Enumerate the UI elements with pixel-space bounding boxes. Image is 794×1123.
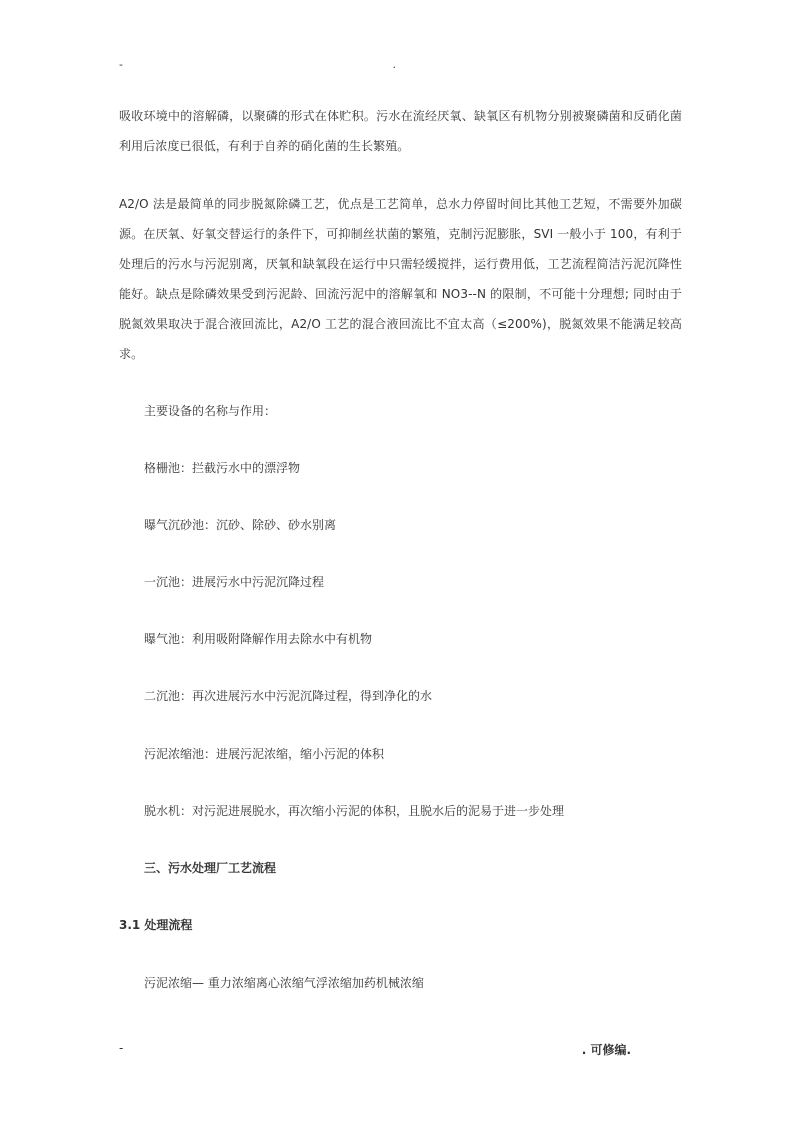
equipment-intro: 主要设备的名称与作用： xyxy=(144,404,277,418)
equipment-item: 脱水机：对污泥进展脱水，再次缩小污泥的体积，且脱水后的泥易于进一步处理 xyxy=(144,804,565,818)
paragraph-1 xyxy=(119,101,682,161)
paragraph-line: 吸收环境中的溶解磷，以聚磷的形式在体贮积。污水在流经厌氧、缺氧区有机物分别被聚磷菌和反硝化菌 xyxy=(119,109,682,123)
paragraph-line: 求。 xyxy=(119,347,144,361)
equipment-item: 曝气沉砂池：沉砂、除砂、砂水别离 xyxy=(144,518,337,532)
equipment-item: 污泥浓缩池：进展污泥浓缩，缩小污泥的体积 xyxy=(144,747,385,761)
page-header xyxy=(119,58,396,74)
header-left-mark: - xyxy=(119,58,123,71)
section-heading: 三、污水处理厂工艺流程 xyxy=(144,861,277,875)
paragraph-line: A2/O 法是最简单的同步脱氮除磷工艺，优点是工艺简单，总水力停留时间比其他工艺短，不需要外加碳 xyxy=(119,197,682,211)
paragraph-line: 利用后浓度已很低，有利于自养的硝化菌的生长繁殖。 xyxy=(119,139,410,153)
equipment-item: 曝气池：利用吸附降解作用去除水中有机物 xyxy=(144,632,373,646)
subsection-heading: 3.1 处理流程 xyxy=(119,918,193,932)
paragraph-line: 源。在厌氧、好氧交替运行的条件下，可抑制丝状菌的繁殖，克制污泥膨胀，SVI 一般小于 100，有利于 xyxy=(119,227,682,241)
paragraph-line: 能好。缺点是除磷效果受到污泥龄、回流污泥中的溶解氧和 NO3--N 的限制，不可能十分理想; 同时由于 xyxy=(119,287,682,301)
footer-left-mark: - xyxy=(119,1041,124,1055)
header-right-mark: . xyxy=(392,58,396,71)
equipment-item: 格栅池：拦截污水中的漂浮物 xyxy=(144,461,301,475)
equipment-item: 一沉池：进展污水中污泥沉降过程 xyxy=(144,575,325,589)
paragraph-2 xyxy=(119,189,682,369)
footer-editable-note: . 可修编. xyxy=(581,1043,631,1057)
page-footer xyxy=(119,1041,631,1057)
flow-line: 污泥浓缩— 重力浓缩离心浓缩气浮浓缩加药机械浓缩 xyxy=(144,976,424,990)
paragraph-line: 脱氮效果取决于混合液回流比，A2/O 工艺的混合液回流比不宜太高（≤200%)，脱氮效果不能满足较高 xyxy=(119,317,682,331)
paragraph-line: 处理后的污水与污泥别离，厌氧和缺氧段在运行中只需轻缓搅拌，运行费用低，工艺流程简洁污泥沉降性 xyxy=(119,257,682,271)
equipment-item: 二沉池：再次进展污水中污泥沉降过程，得到净化的水 xyxy=(144,689,433,703)
